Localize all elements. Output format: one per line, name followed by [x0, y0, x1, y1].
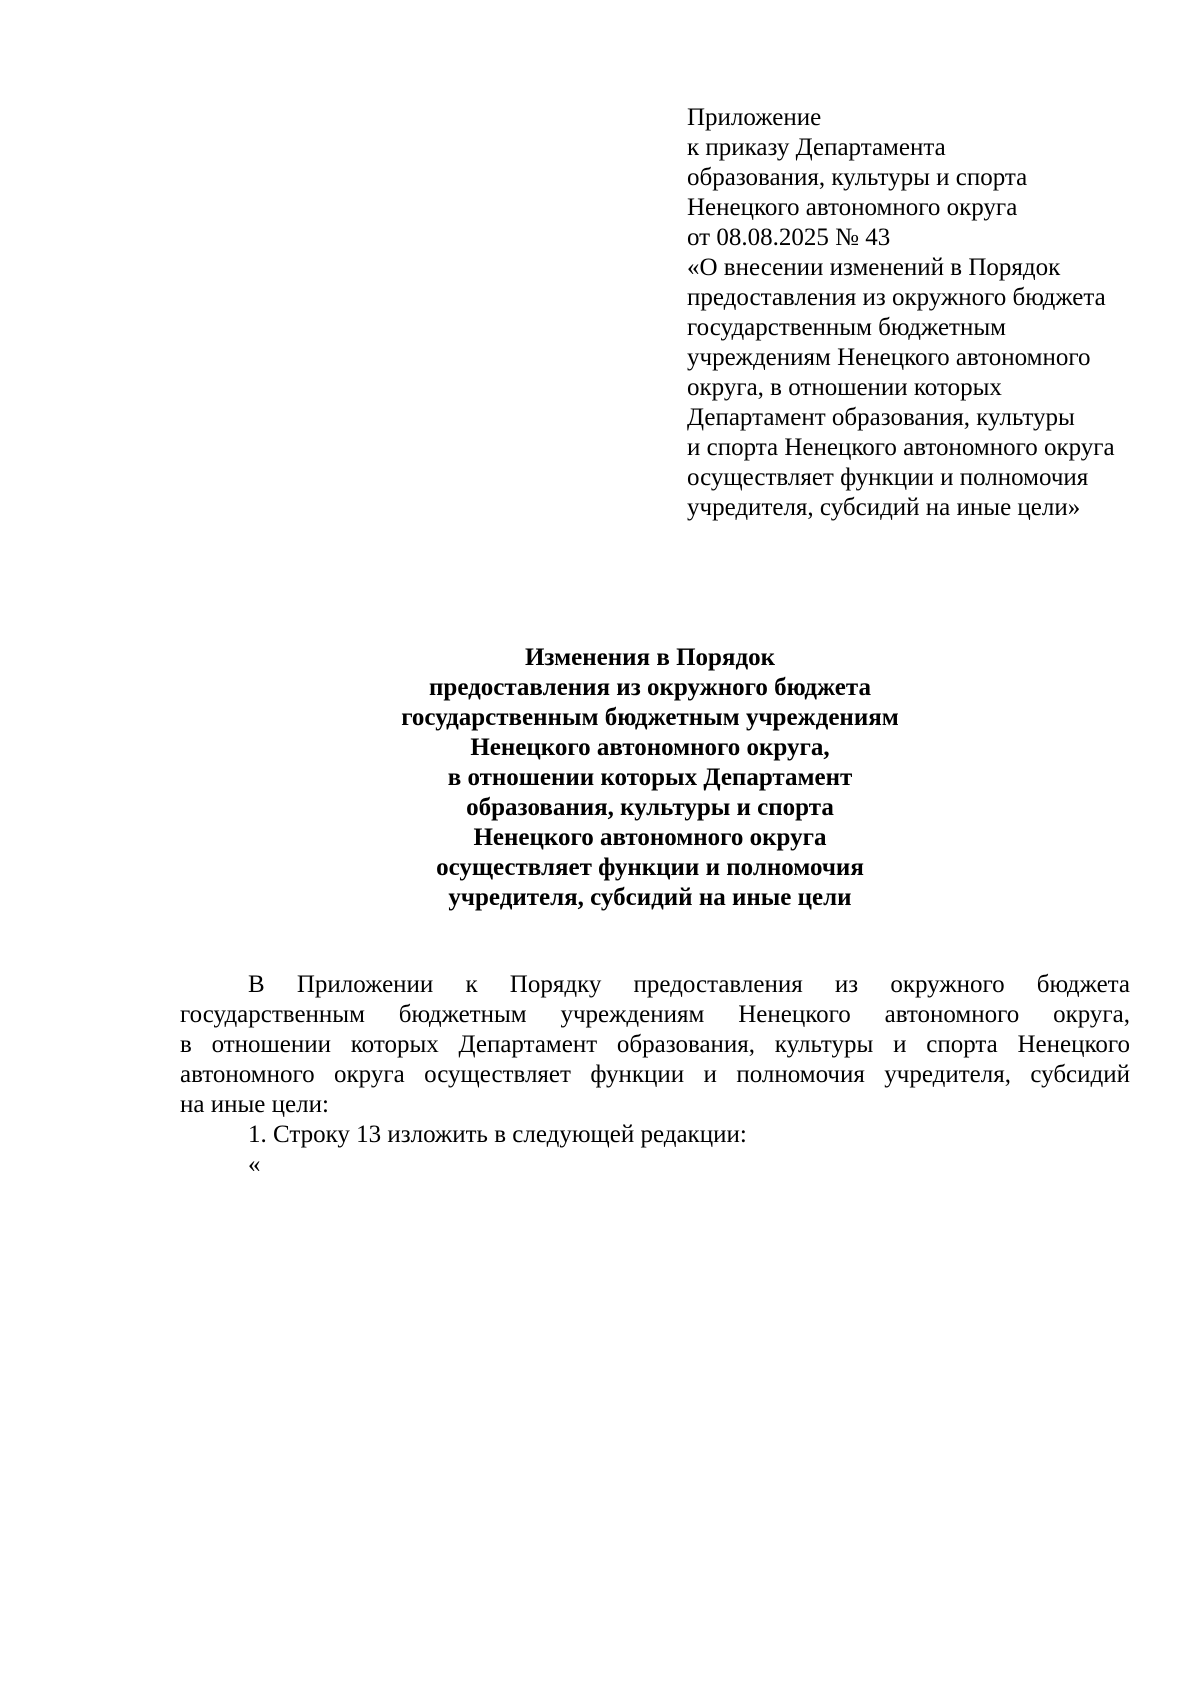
title-line: государственным бюджетным учреждениям	[401, 704, 899, 731]
annex-header	[687, 103, 1167, 523]
annex-line: округа, в отношении которых	[687, 374, 1002, 401]
annex-line: образования, культуры и спорта	[687, 164, 1028, 191]
annex-line: государственным бюджетным	[687, 314, 1006, 341]
annex-line: осуществляет функции и полномочия	[687, 464, 1089, 491]
title-line: Изменения в Порядок	[524, 644, 776, 671]
annex-line: учреждениям Ненецкого автономного	[687, 344, 1091, 371]
paragraph-line: автономного округа осуществляет функции и полномочия учредителя, субсидий	[180, 1061, 1130, 1088]
title-line: в отношении которых Департамент	[447, 764, 853, 791]
annex-line: Департамент образования, культуры	[687, 404, 1075, 431]
document-title	[180, 643, 1120, 913]
paragraph-line: в отношении которых Департамент образования, культуры и спорта Ненецкого	[180, 1031, 1130, 1058]
paragraph-line: на иные цели:	[180, 1091, 329, 1118]
annex-line: «О внесении изменений в Порядок	[687, 254, 1061, 281]
paragraph-line: государственным бюджетным учреждениям Ненецкого автономного округа,	[180, 1001, 1130, 1028]
annex-line: и спорта Ненецкого автономного округа	[687, 434, 1115, 461]
list-item: 1. Строку 13 изложить в следующей редакции:	[248, 1121, 747, 1148]
annex-line: учредителя, субсидий на иные цели»	[687, 494, 1081, 521]
annex-line: предоставления из окружного бюджета	[687, 284, 1106, 311]
annex-line: Приложение	[687, 104, 822, 131]
title-line: учредителя, субсидий на иные цели	[448, 884, 852, 911]
title-line: предоставления из окружного бюджета	[429, 674, 871, 701]
annex-line: Ненецкого автономного округа	[687, 194, 1018, 221]
annex-line: от 08.08.2025 № 43	[687, 224, 891, 251]
title-line: Ненецкого автономного округа	[473, 824, 827, 851]
opening-quote: «	[248, 1151, 261, 1178]
title-line: образования, культуры и спорта	[466, 794, 834, 821]
paragraph-line: В Приложении к Порядку предоставления из окружного бюджета	[248, 971, 1130, 998]
intro-paragraph	[180, 970, 1130, 1120]
document-body	[180, 970, 1130, 1180]
title-line: Ненецкого автономного округа,	[470, 734, 830, 761]
title-line: осуществляет функции и полномочия	[436, 854, 864, 881]
annex-line: к приказу Департамента	[687, 134, 946, 161]
